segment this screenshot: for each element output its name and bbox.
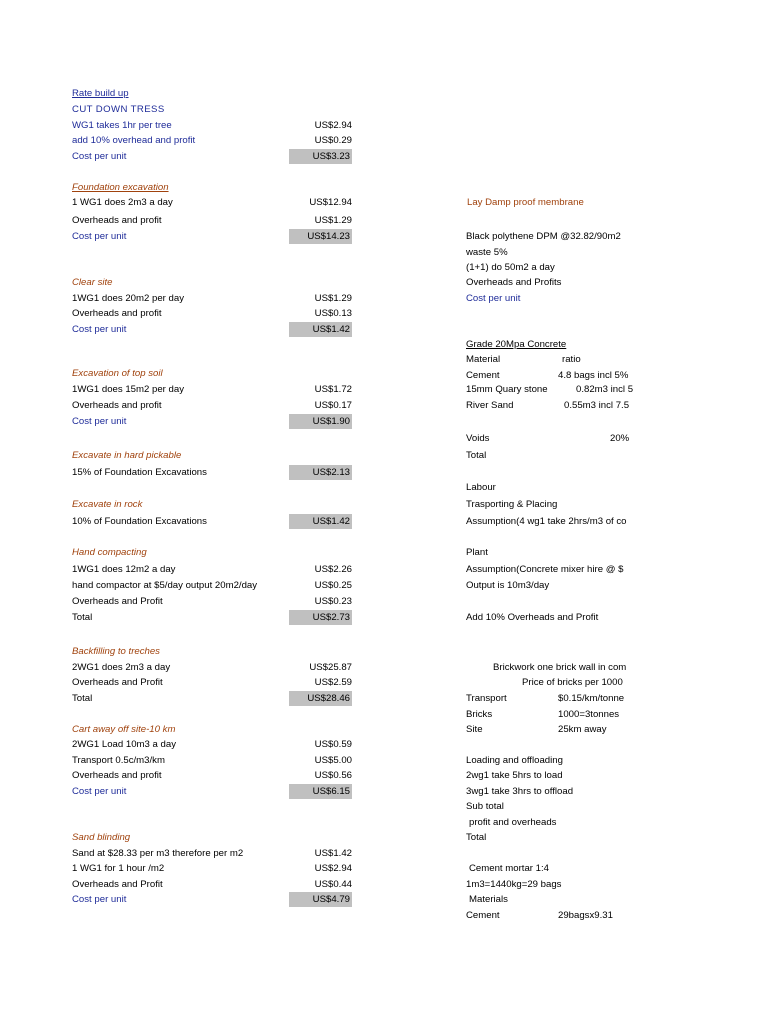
row-label: WG1 takes 1hr per tree [72, 120, 172, 131]
sand-blinding-heading: Sand blinding [72, 832, 131, 843]
backfilling-heading: Backfilling to treches [72, 646, 160, 657]
row-label: 1WG1 does 20m2 per day [72, 293, 184, 304]
cement-value: 29bagsx9.31 [558, 910, 613, 921]
row-amount: US$0.44 [314, 879, 352, 890]
row-label: 1 WG1 does 2m3 a day [72, 197, 173, 208]
assumption-labour: Assumption(4 wg1 take 2hrs/m3 of co [466, 516, 627, 527]
cost-per-unit-label: Cost per unit [72, 786, 127, 797]
foundation-excavation-heading: Foundation excavation [72, 182, 169, 193]
row-label: Transport 0.5c/m3/km [72, 755, 165, 766]
cost-per-unit-value: US$3.23 [289, 149, 352, 164]
cost-per-unit-value: US$1.42 [289, 322, 352, 337]
mortar-line: 1m3=1440kg=29 bags [466, 879, 562, 890]
hand-compacting-heading: Hand compacting [72, 547, 147, 558]
concrete-heading: Grade 20Mpa Concrete [466, 339, 567, 350]
cost-per-unit-label: Cost per unit [72, 416, 127, 427]
dpm-line: Black polythene DPM @32.82/90m2 [466, 231, 621, 242]
cost-per-unit-value: US$4.79 [289, 892, 352, 907]
row-amount: US$0.56 [314, 770, 352, 781]
row-amount: US$0.25 [314, 580, 352, 591]
brick-row-label: Site [466, 724, 483, 735]
dpm-cost-label: Cost per unit [466, 293, 521, 304]
row-label: 2WG1 Load 10m3 a day [72, 739, 176, 750]
profit-label: profit and overheads [469, 817, 557, 828]
row-amount: US$2.26 [314, 564, 352, 575]
material-label: River Sand [466, 400, 514, 411]
row-amount: US$1.29 [314, 215, 352, 226]
material-label: Cement [466, 370, 500, 381]
materials-label: Materials [469, 894, 508, 905]
row-amount: US$0.59 [314, 739, 352, 750]
col-material: Material [466, 354, 501, 365]
mortar-heading: Cement mortar 1:4 [469, 863, 549, 874]
col-ratio: ratio [562, 354, 581, 365]
brickwork-heading: Brickwork one brick wall in com [493, 662, 627, 673]
row-label: 1WG1 does 12m2 a day [72, 564, 176, 575]
row-amount: US$2.94 [314, 863, 352, 874]
row-label: 1 WG1 for 1 hour /m2 [72, 863, 165, 874]
row-amount: US$1.29 [314, 293, 352, 304]
material-value: 4.8 bags incl 5% [558, 370, 629, 381]
row-label: Overheads and profit [72, 308, 162, 319]
cart-away-heading: Cart away off site-10 km [72, 724, 176, 735]
row-amount: US$0.13 [314, 308, 352, 319]
total-value: US$28.46 [289, 691, 352, 706]
subtotal-label: Sub total [466, 801, 504, 812]
loading-label: Loading and offloading [466, 755, 563, 766]
cost-per-unit-value: US$2.13 [289, 465, 352, 480]
dpm-line: waste 5% [466, 247, 508, 258]
dpm-line: (1+1) do 50m2 a day [466, 262, 555, 273]
total-value: US$2.73 [289, 610, 352, 625]
row-amount: US$0.17 [314, 400, 352, 411]
material-value: 0.82m3 incl 5 [576, 384, 634, 395]
cost-per-unit-value: US$6.15 [289, 784, 352, 799]
output-label: Output is 10m3/day [466, 580, 550, 591]
row-amount: US$2.59 [314, 677, 352, 688]
brick-row-value: 25km away [558, 724, 607, 735]
dpm-heading: Lay Damp proof membrane [467, 197, 584, 208]
rate-build-up-title: Rate build up [72, 88, 129, 99]
row-label: Overheads and profit [72, 215, 162, 226]
brick-row-value: $0.15/km/tonne [558, 693, 625, 704]
row-label: Overheads and profit [72, 400, 162, 411]
cost-per-unit-label: Cost per unit [72, 231, 127, 242]
row-label: Overheads and Profit [72, 596, 163, 607]
hard-pickable-heading: Excavate in hard pickable [72, 450, 182, 461]
row-label: 1WG1 does 15m2 per day [72, 384, 184, 395]
cost-per-unit-label: Cost per unit [72, 324, 127, 335]
transport-placing-label: Trasporting & Placing [466, 499, 558, 510]
cost-per-unit-value: US$14.23 [289, 229, 352, 244]
cost-per-unit-label: Cost per unit [72, 894, 127, 905]
row-amount: US$1.42 [314, 848, 352, 859]
voids-value: 20% [610, 433, 630, 444]
plant-label: Plant [466, 547, 488, 558]
row-label: Overheads and Profit [72, 879, 163, 890]
load-line: 2wg1 take 5hrs to load [466, 770, 563, 781]
row-amount: US$0.29 [314, 135, 352, 146]
row-label: 10% of Foundation Excavations [72, 516, 207, 527]
material-label: 15mm Quary stone [466, 384, 548, 395]
row-label: 2WG1 does 2m3 a day [72, 662, 171, 673]
cement-label: Cement [466, 910, 500, 921]
cost-per-unit-label: Cost per unit [72, 151, 127, 162]
rock-heading: Excavate in rock [72, 499, 143, 510]
brick-row-value: 1000=3tonnes [558, 709, 620, 720]
total-label: Total [72, 612, 93, 623]
row-label: hand compactor at $5/day output 20m2/day [72, 580, 258, 591]
row-amount: US$12.94 [309, 197, 352, 208]
top-soil-heading: Excavation of top soil [72, 368, 163, 379]
cut-down-trees-heading: CUT DOWN TRESS [72, 104, 165, 115]
concrete-total-label: Total [466, 450, 487, 461]
row-amount: US$25.87 [309, 662, 352, 673]
row-label: add 10% overhead and profit [72, 135, 196, 146]
cost-per-unit-value: US$1.90 [289, 414, 352, 429]
offload-line: 3wg1 take 3hrs to offload [466, 786, 574, 797]
cost-per-unit-value: US$1.42 [289, 514, 352, 529]
row-amount: US$0.23 [314, 596, 352, 607]
row-label: Overheads and profit [72, 770, 162, 781]
row-amount: US$1.72 [314, 384, 352, 395]
brick-row-label: Bricks [466, 709, 493, 720]
brick-row-label: Transport [466, 693, 507, 704]
bricks-price-label: Price of bricks per 1000 [522, 677, 623, 688]
row-amount: US$2.94 [314, 120, 352, 131]
material-value: 0.55m3 incl 7.5 [564, 400, 630, 411]
voids-label: Voids [466, 433, 490, 444]
clear-site-heading: Clear site [72, 277, 113, 288]
row-label: 15% of Foundation Excavations [72, 467, 207, 478]
overheads-label: Add 10% Overheads and Profit [466, 612, 599, 623]
labour-label: Labour [466, 482, 496, 493]
brickwork-total-label: Total [466, 832, 487, 843]
total-label: Total [72, 693, 93, 704]
row-label: Sand at $28.33 per m3 therefore per m2 [72, 848, 244, 859]
dpm-line: Overheads and Profits [466, 277, 562, 288]
row-label: Overheads and Profit [72, 677, 163, 688]
assumption-plant: Assumption(Concrete mixer hire @ $ [466, 564, 624, 575]
row-amount: US$5.00 [314, 755, 352, 766]
